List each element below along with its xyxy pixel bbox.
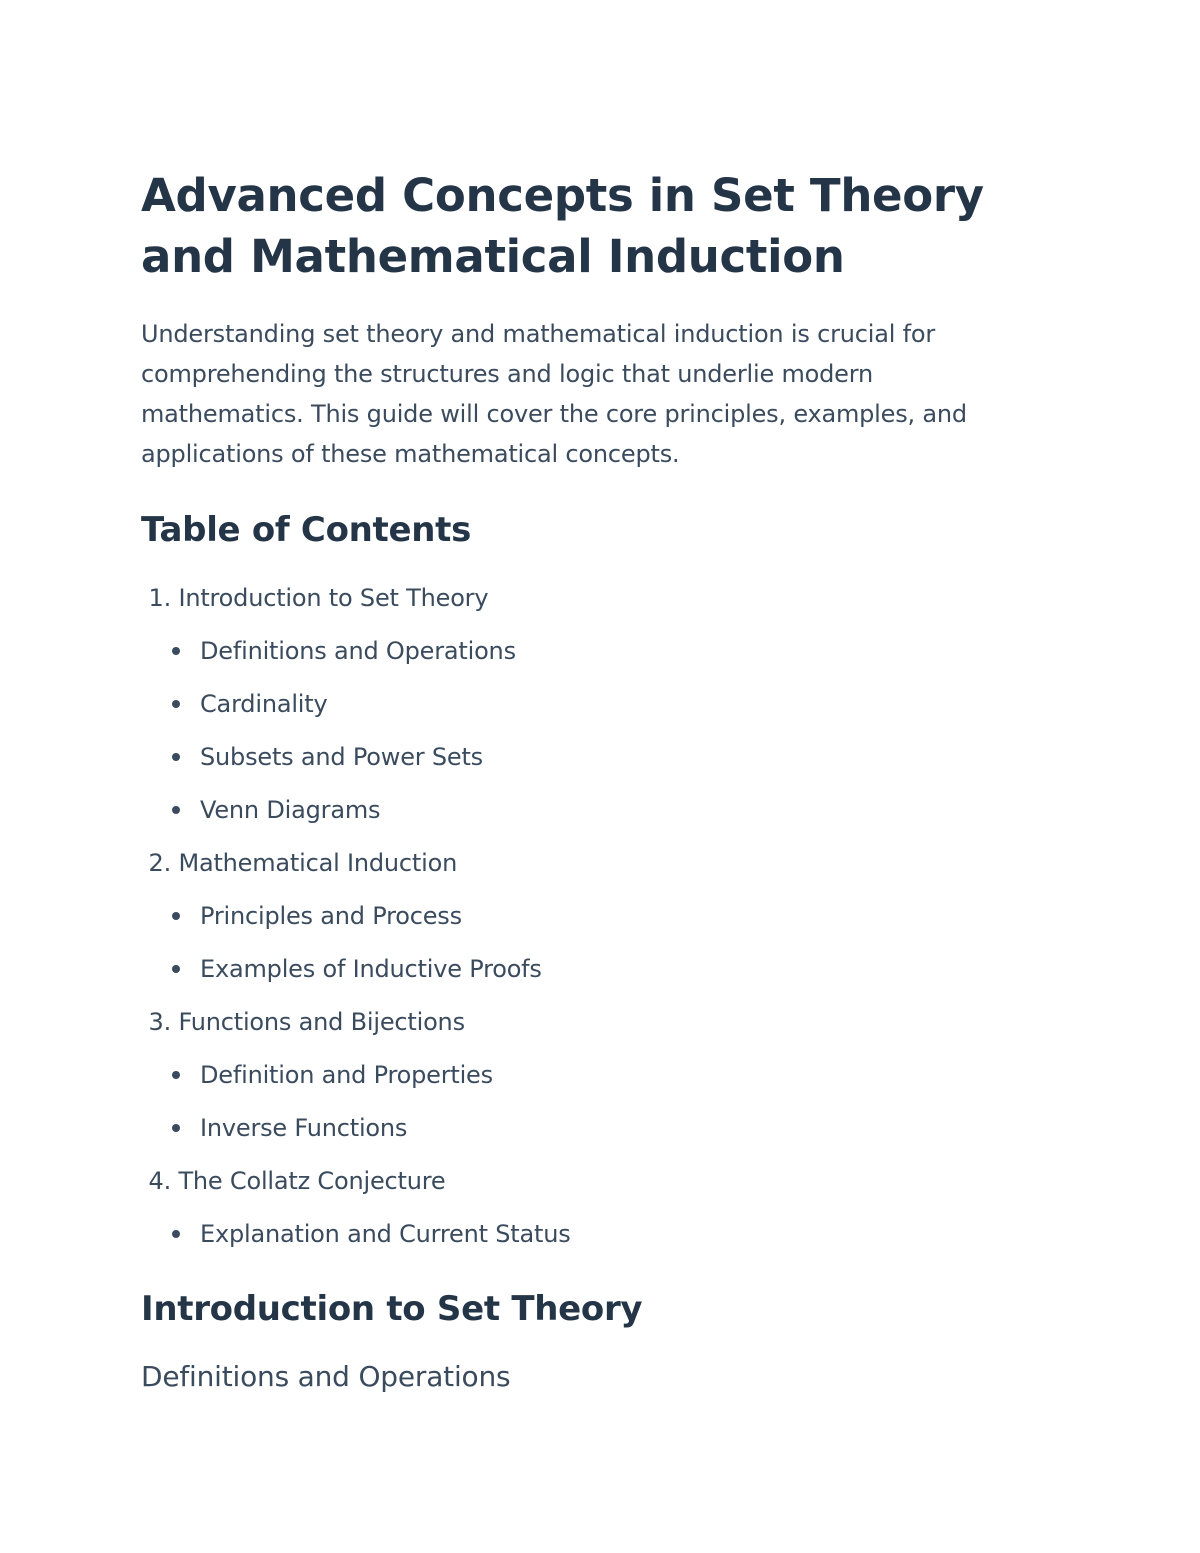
toc-sublist: [141, 1049, 1041, 1155]
page-title: Advanced Concepts in Set Theory and Mathematical Induction: [141, 169, 984, 283]
intro-paragraph: Understanding set theory and mathematical induction is crucial for comprehending the structures and logic that underlie modern mathematics. This guide will cover the core principles, examples, and applications of these mathematical concepts.: [141, 320, 967, 468]
toc-item-label: Introduction to Set Theory: [178, 584, 489, 612]
toc-item-set-theory[interactable]: [141, 572, 1041, 837]
toc-subitem[interactable]: Inverse Functions: [141, 1102, 1041, 1155]
bullet-icon: [172, 965, 180, 973]
toc-subitem[interactable]: Definition and Properties: [141, 1049, 1041, 1102]
bullet-icon: [172, 1124, 180, 1132]
toc-number: 2.: [148, 849, 171, 877]
toc-number: 1.: [148, 584, 171, 612]
toc-sublist: [141, 1208, 1041, 1261]
bullet-icon: [172, 1071, 180, 1079]
toc-item-label: Functions and Bijections: [178, 1008, 465, 1036]
bullet-icon: [172, 700, 180, 708]
section-subheading: Definitions and Operations: [141, 1360, 511, 1393]
toc-number: 4.: [148, 1167, 171, 1195]
toc-item-collatz[interactable]: [141, 1155, 1041, 1261]
toc-subitem[interactable]: Examples of Inductive Proofs: [141, 943, 1041, 996]
toc-item-induction[interactable]: [141, 837, 1041, 996]
toc-heading: Table of Contents: [141, 510, 472, 550]
bullet-icon: [172, 912, 180, 920]
document-page: [141, 165, 1041, 1397]
toc-subitem[interactable]: Venn Diagrams: [141, 784, 1041, 837]
bullet-icon: [172, 1230, 180, 1238]
toc-subitem[interactable]: Explanation and Current Status: [141, 1208, 1041, 1261]
bullet-icon: [172, 647, 180, 655]
table-of-contents: [141, 572, 1041, 1261]
toc-item-functions[interactable]: [141, 996, 1041, 1155]
toc-subitem[interactable]: Subsets and Power Sets: [141, 731, 1041, 784]
toc-item-label: Mathematical Induction: [178, 849, 458, 877]
toc-subitem[interactable]: Cardinality: [141, 678, 1041, 731]
toc-number: 3.: [148, 1008, 171, 1036]
toc-sublist: [141, 625, 1041, 837]
toc-subitem[interactable]: Principles and Process: [141, 890, 1041, 943]
section-heading: Introduction to Set Theory: [141, 1289, 643, 1329]
bullet-icon: [172, 806, 180, 814]
toc-subitem[interactable]: Definitions and Operations: [141, 625, 1041, 678]
toc-sublist: [141, 890, 1041, 996]
bullet-icon: [172, 753, 180, 761]
toc-item-label: The Collatz Conjecture: [178, 1167, 446, 1195]
